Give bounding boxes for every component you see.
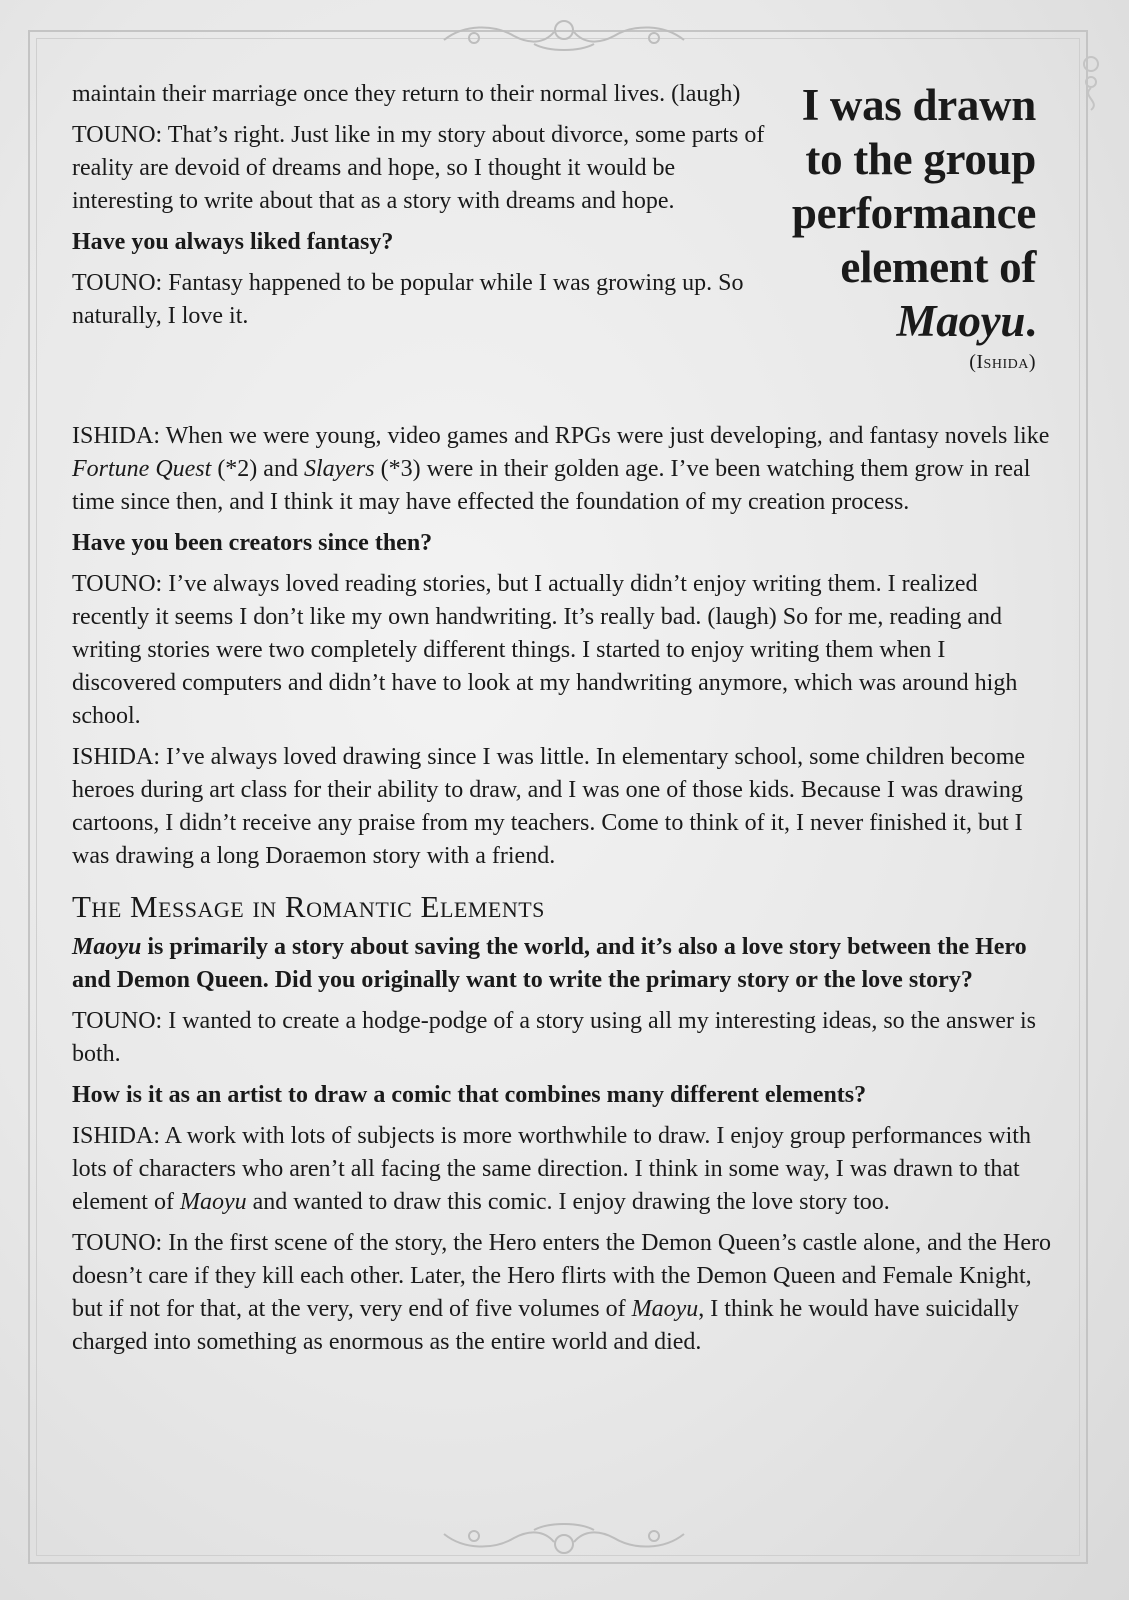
- bottom-ornament-icon: [434, 1520, 694, 1560]
- paragraph: TOUNO: I’ve always loved reading stories, but I actually didn’t enjoy writing them. I realized recently it seems I don’t like my own handwriting. It’s really bad. (laugh) So for me, reading and writing stories were two completely different things. I started to enjoy writing them when I discovered computers and didn’t have to look at my handwriting anymore, which was around high school.: [72, 571, 1018, 729]
- paragraph: TOUNO: Fantasy happened to be popular while I was growing up. So naturally, I love it.: [72, 270, 744, 329]
- interview-question: Have you been creators since then?: [72, 530, 433, 556]
- pull-quote-title: Maoyu: [896, 296, 1026, 346]
- pull-quote-title-line: [736, 294, 1036, 348]
- main-column: [72, 420, 1052, 1359]
- pull-quote-line: performance: [791, 188, 1036, 238]
- article-body: [72, 78, 1056, 1367]
- interview-question: Have you always liked fantasy?: [72, 229, 394, 255]
- pull-quote-line: I was drawn: [801, 80, 1036, 130]
- book-title: Slayers: [303, 456, 375, 482]
- text-run: (*2) and: [211, 456, 304, 482]
- text-run: ISHIDA: A work with lots of subjects is more worthwhile to draw. I enjoy group performances with lots of characters who aren’t all facing the same direction. I think in some way, I was drawn to that element of: [72, 1123, 1031, 1215]
- pull-quote-line: element of: [840, 242, 1036, 292]
- book-title: Fortune Quest: [72, 456, 212, 482]
- side-ornament-icon: [1076, 52, 1106, 112]
- top-left-column: [72, 78, 772, 341]
- section-heading: The Message in Romantic Elements: [72, 889, 545, 924]
- pull-quote-line: to the group: [805, 134, 1036, 184]
- book-title: Maoyu: [179, 1189, 247, 1215]
- text-run: is primarily a story about saving the world, and it’s also a love story between the Hero and Demon Queen. Did you originally want to write the primary story or the love story?: [72, 934, 1027, 993]
- paragraph: TOUNO: That’s right. Just like in my story about divorce, some parts of reality are devoid of dreams and hope, so I thought it would be interesting to write about that as a story with dreams and hope.: [72, 122, 765, 214]
- paragraph: [72, 1227, 1052, 1359]
- interview-question: How is it as an artist to draw a comic that combines many different elements?: [72, 1082, 867, 1108]
- pull-quote-attribution: (Ishida): [969, 351, 1036, 373]
- pull-quote: [736, 78, 1036, 374]
- text-run: TOUNO: In the first scene of the story, the Hero enters the Demon Queen’s castle alone, and the Hero doesn’t care if they kill each other. Later, the Hero flirts with the Demon Queen and Female Knight, but if not for that, at the very, very end of five volumes of: [72, 1230, 1052, 1322]
- text-run: , I think he would have suicidally charged into something as enormous as the entire world and died.: [72, 1296, 1019, 1355]
- pull-quote-period: .: [1025, 296, 1036, 346]
- book-title: Maoyu: [631, 1296, 699, 1322]
- book-title: Maoyu: [72, 934, 142, 960]
- top-section: [72, 78, 1056, 420]
- text-run: (*3) were in their golden age. I’ve been watching them grow in real time since then, and I think it may have effected the foundation of my creation process.: [72, 456, 1031, 515]
- text-run: ISHIDA: When we were young, video games and RPGs were just developing, and fantasy novels like: [72, 423, 1050, 449]
- paragraph: [72, 420, 1052, 519]
- top-ornament-icon: [434, 14, 694, 54]
- paragraph: [72, 1120, 1052, 1219]
- paragraph: maintain their marriage once they return to their normal lives. (laugh): [72, 81, 741, 107]
- interview-question: [72, 931, 1052, 997]
- paragraph: TOUNO: I wanted to create a hodge-podge of a story using all my interesting ideas, so the answer is both.: [72, 1008, 1036, 1067]
- paragraph: ISHIDA: I’ve always loved drawing since I was little. In elementary school, some children become heroes during art class for their ability to draw, and I was one of those kids. Because I was drawing cartoons, I didn’t receive any praise from my teachers. Come to think of it, I never finished it, but I was drawing a long Doraemon story with a friend.: [72, 744, 1026, 869]
- text-run: and wanted to draw this comic. I enjoy drawing the love story too.: [246, 1189, 890, 1215]
